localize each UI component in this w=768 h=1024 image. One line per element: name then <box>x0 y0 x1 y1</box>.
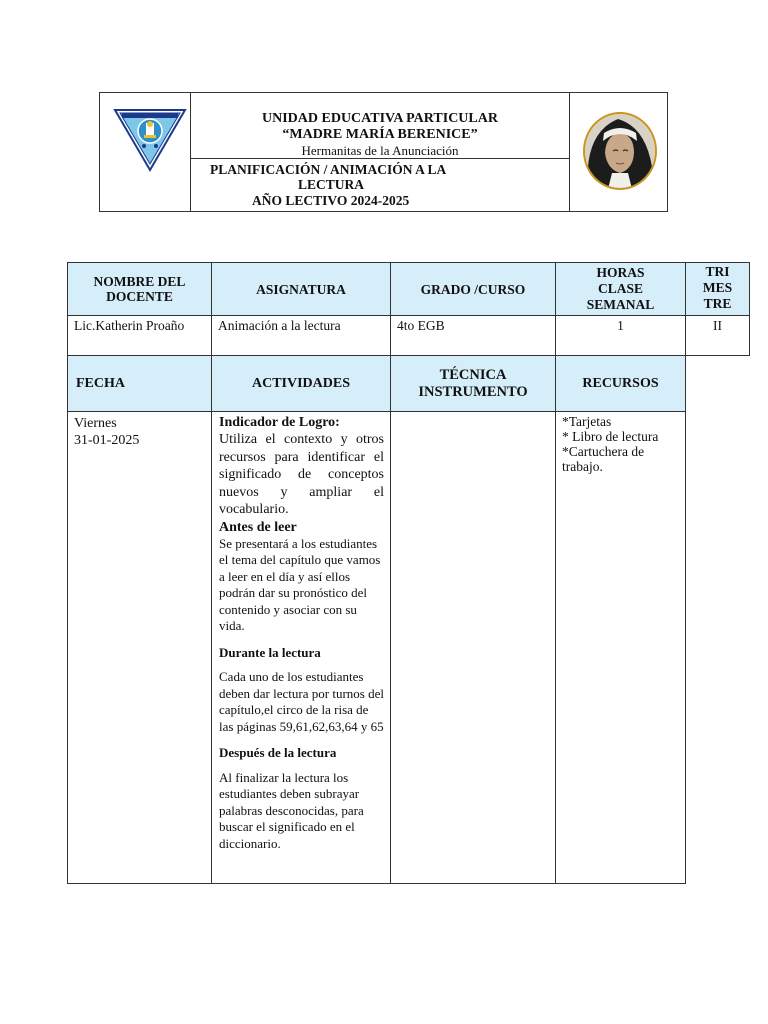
durante-title: Durante la lectura <box>219 644 321 660</box>
empty-cell <box>686 412 750 884</box>
despues-title: Después de la lectura <box>219 745 337 760</box>
school-patron: “MADRE MARÍA BERENICE” <box>282 127 478 142</box>
recursos-header: RECURSOS <box>556 356 686 412</box>
fecha-header: FECHA <box>68 356 212 412</box>
founder-portrait <box>570 93 668 211</box>
asignatura-header: ASIGNATURA <box>212 263 391 316</box>
indicador-title: Indicador de Logro: <box>219 415 340 430</box>
activity-header-row <box>68 356 750 412</box>
antes-title: Antes de leer <box>219 519 297 535</box>
horas-value: 1 <box>556 316 686 356</box>
school-congregation: Hermanitas de la Anunciación <box>301 143 459 158</box>
school-year: AÑO LECTIVO 2024-2025 <box>252 193 410 208</box>
logo-cell <box>100 93 191 211</box>
recurso-item: * Libro de lectura <box>562 429 659 444</box>
actividades-value <box>212 412 391 884</box>
indicador-text: Utiliza el contexto y otros recursos para identificar el significado de conceptos nuevos y ampliar el vocabulario. <box>219 432 384 517</box>
docente-header: NOMBRE DEL DOCENTE <box>68 263 212 316</box>
document-header <box>99 92 668 212</box>
planning-table <box>67 262 750 884</box>
tecnica-header: TÉCNICA INSTRUMENTO <box>391 356 556 412</box>
activity-row <box>68 412 750 884</box>
recurso-item: *Tarjetas <box>562 414 612 429</box>
empty-cell <box>686 356 750 412</box>
plan-title: PLANIFICACIÓN / ANIMACIÓN A LA <box>210 162 447 177</box>
fecha-value: Viernes 31-01-2025 <box>68 412 212 884</box>
school-title-cell <box>191 93 569 159</box>
asignatura-value: Animación a la lectura <box>212 316 391 356</box>
tecnica-value <box>391 412 556 884</box>
recurso-item: *Cartuchera de trabajo. <box>562 444 645 474</box>
antes-text: Se presentará a los estudiantes el tema del capítulo que vamos a leer en el día y así ellos podrán dar su pronóstico del contenido y asociar con su vida. <box>219 535 381 633</box>
info-data-row <box>68 316 750 356</box>
actividades-header: ACTIVIDADES <box>212 356 391 412</box>
plan-title-cont: LECTURA <box>298 177 365 192</box>
school-name: UNIDAD EDUCATIVA PARTICULAR <box>262 111 498 126</box>
recursos-value <box>556 412 686 884</box>
trimestre-header: TRI MES TRE <box>686 263 750 316</box>
plan-title-cell <box>191 159 569 211</box>
docente-value: Lic.Katherin Proaño <box>68 316 212 356</box>
photo-cell <box>569 93 667 211</box>
grado-value: 4to EGB <box>391 316 556 356</box>
school-logo <box>100 93 191 211</box>
durante-text: Cada uno de los estudiantes deben dar lectura por turnos del capítulo,el circo de la risa de las páginas 59,61,62,63,64 y 65 <box>219 669 384 734</box>
despues-text: Al finalizar la lectura los estudiantes deben subrayar palabras desconocidas, para buscar el significado en el diccionario. <box>219 769 364 851</box>
info-header-row <box>68 263 750 316</box>
horas-header: HORAS CLASE SEMANAL <box>556 263 686 316</box>
trimestre-value: II <box>686 316 750 356</box>
grado-header: GRADO /CURSO <box>391 263 556 316</box>
